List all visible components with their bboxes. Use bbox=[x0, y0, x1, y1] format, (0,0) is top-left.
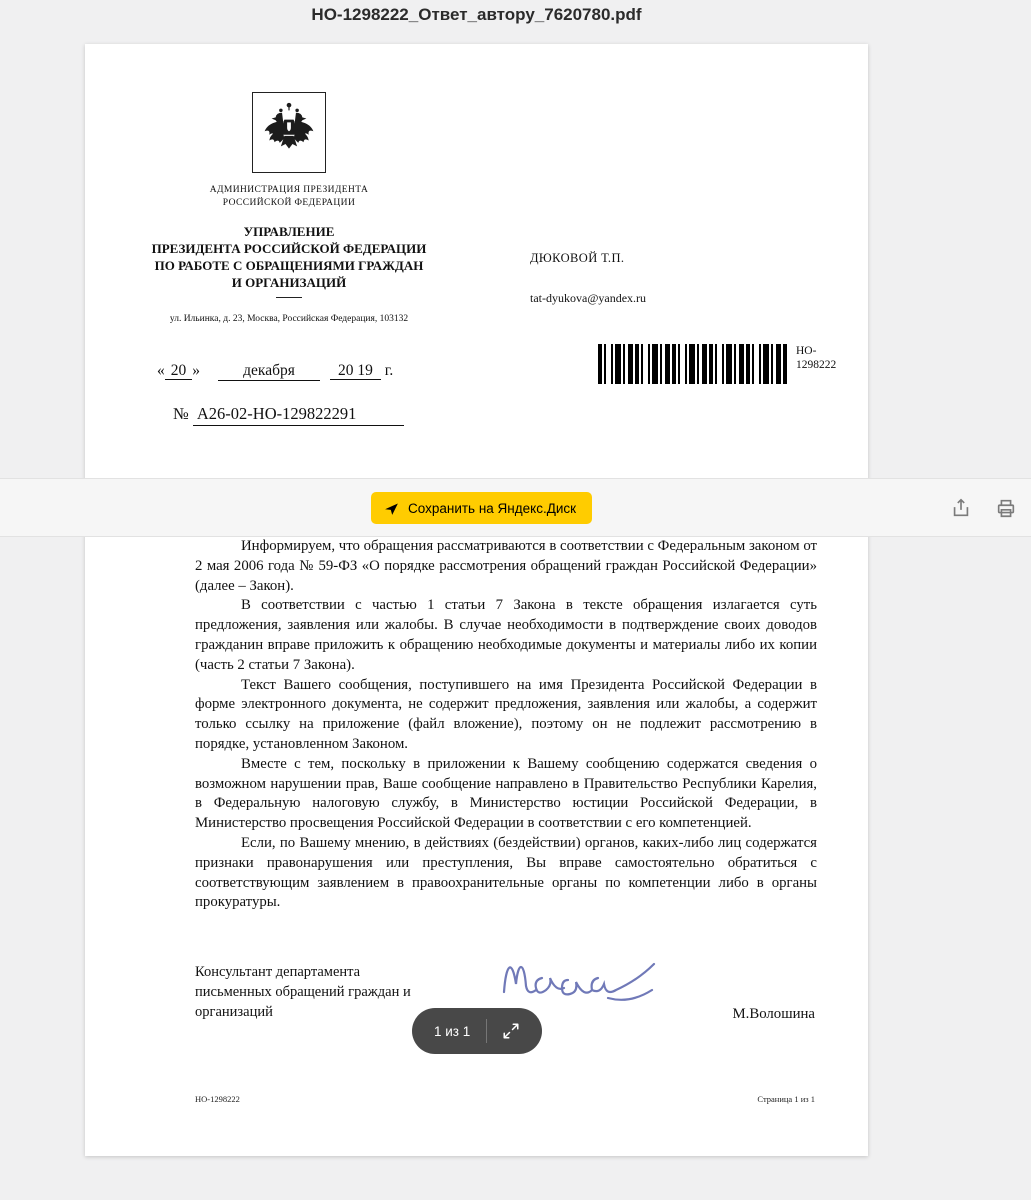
letter-body bbox=[195, 537, 817, 913]
date-year: 20 19 bbox=[330, 362, 381, 380]
coat-of-arms-icon bbox=[260, 100, 318, 166]
save-to-yandex-disk-button[interactable] bbox=[371, 492, 592, 524]
document-date bbox=[157, 362, 393, 381]
date-year-suffix: г. bbox=[384, 362, 394, 379]
dept-line: ПО РАБОТЕ С ОБРАЩЕНИЯМИ ГРАЖДАН bbox=[154, 258, 424, 273]
dept-line: И ОРГАНИЗАЦИЙ bbox=[231, 275, 347, 290]
paragraph: Если, по Вашему мнению, в действиях (бездействии) органов, каких-либо лиц содержатся признаки правонарушения или преступления, Вы вправе самостоятельно обратиться с соответствующим заявлением в правоохранительные органы по компетенции либо в органы прокуратуры. bbox=[195, 834, 817, 911]
dept-line: ПРЕЗИДЕНТА РОССИЙСКОЙ ФЕДЕРАЦИИ bbox=[151, 241, 427, 256]
letterhead-address: ул. Ильинка, д. 23, Москва, Российская Федерация, 103132 bbox=[169, 314, 409, 324]
signer-position bbox=[195, 962, 411, 1022]
footer-doc-number: НО-1298222 bbox=[195, 1094, 240, 1104]
letterhead-divider bbox=[276, 297, 302, 298]
signer-position-line: Консультант департамента bbox=[195, 964, 361, 980]
recipient-email: tat-dyukova@yandex.ru bbox=[530, 291, 647, 305]
date-month: декабря bbox=[218, 362, 320, 381]
save-button-label: Сохранить на Яндекс.Диск bbox=[408, 500, 577, 516]
barcode-label-line1: НО- bbox=[796, 345, 817, 357]
paragraph: Информируем, что обращения рассматриваются в соответствии с Федеральным законом от 2 мая 2006 года № 59-ФЗ «О порядке рассмотрения обращений граждан Российской Федерации» (далее – Закон). bbox=[195, 538, 817, 594]
expand-icon bbox=[502, 1022, 520, 1040]
print-icon[interactable] bbox=[995, 497, 1017, 519]
pdf-page bbox=[85, 44, 868, 1156]
recipient-name: ДЮКОВОЙ Т.П. bbox=[530, 251, 625, 265]
date-quote-open: « bbox=[157, 362, 165, 379]
page-indicator-pill bbox=[412, 1008, 542, 1054]
file-title: НО-1298222_Ответ_автору_7620780.pdf bbox=[311, 5, 642, 24]
letterhead bbox=[105, 92, 473, 324]
signer-position-line: письменных обращений граждан и bbox=[195, 984, 411, 1000]
paragraph: В соответствии с частью 1 статьи 7 Закона в тексте обращения излагается суть предложения, заявления или жалобы. В случае необходимости в подтверждение своих доводов гражданин вправе приложить к обращению необходимые документы и материалы либо их копии (часть 2 статьи 7 Закона). bbox=[195, 597, 817, 673]
fullscreen-button[interactable] bbox=[487, 1008, 535, 1054]
dept-line: УПРАВЛЕНИЕ bbox=[243, 224, 335, 239]
document-number bbox=[173, 404, 404, 424]
date-day: 20 bbox=[165, 362, 193, 380]
org-name-line2: РОССИЙСКОЙ ФЕДЕРАЦИИ bbox=[222, 197, 356, 208]
number-value: А26-02-НО-129822291 bbox=[193, 404, 404, 426]
yandex-disk-icon bbox=[383, 500, 400, 517]
paragraph: Текст Вашего сообщения, поступившего на имя Президента Российской Федерации в форме электронного документа, не содержит предложения, заявления или жалобы, а содержит только ссылку на приложение (файл вложение), поэтому он не подлежит рассмотрению в порядке, установленном Законом. bbox=[195, 676, 817, 752]
date-quote-close: » bbox=[192, 362, 200, 379]
barcode-label-line2: 1298222 bbox=[796, 359, 837, 371]
signer-name: М.Волошина bbox=[732, 1006, 815, 1022]
share-icon[interactable] bbox=[950, 497, 972, 519]
viewer-toolbar bbox=[0, 478, 1031, 537]
barcode bbox=[598, 344, 788, 384]
coat-of-arms-frame bbox=[252, 92, 326, 173]
footer-page-label: Страница 1 из 1 bbox=[757, 1094, 815, 1104]
barcode-label bbox=[796, 344, 836, 372]
page-indicator-label: 1 из 1 bbox=[434, 1023, 471, 1039]
org-name-line1: АДМИНИСТРАЦИЯ ПРЕЗИДЕНТА bbox=[209, 185, 369, 195]
paragraph: Вместе с тем, поскольку в приложении к Вашему сообщению содержатся сведения о возможном нарушении прав, Ваше сообщение направлено в Правительство Республики Карелия, в Федеральную налоговую службу, в Министерство юстиции Российской Федерации, в Министерство просвещения Российской Федерации в соответствии с его компетенцией. bbox=[195, 755, 817, 832]
number-sign: № bbox=[173, 404, 189, 423]
signer-position-line: организаций bbox=[195, 1004, 273, 1020]
